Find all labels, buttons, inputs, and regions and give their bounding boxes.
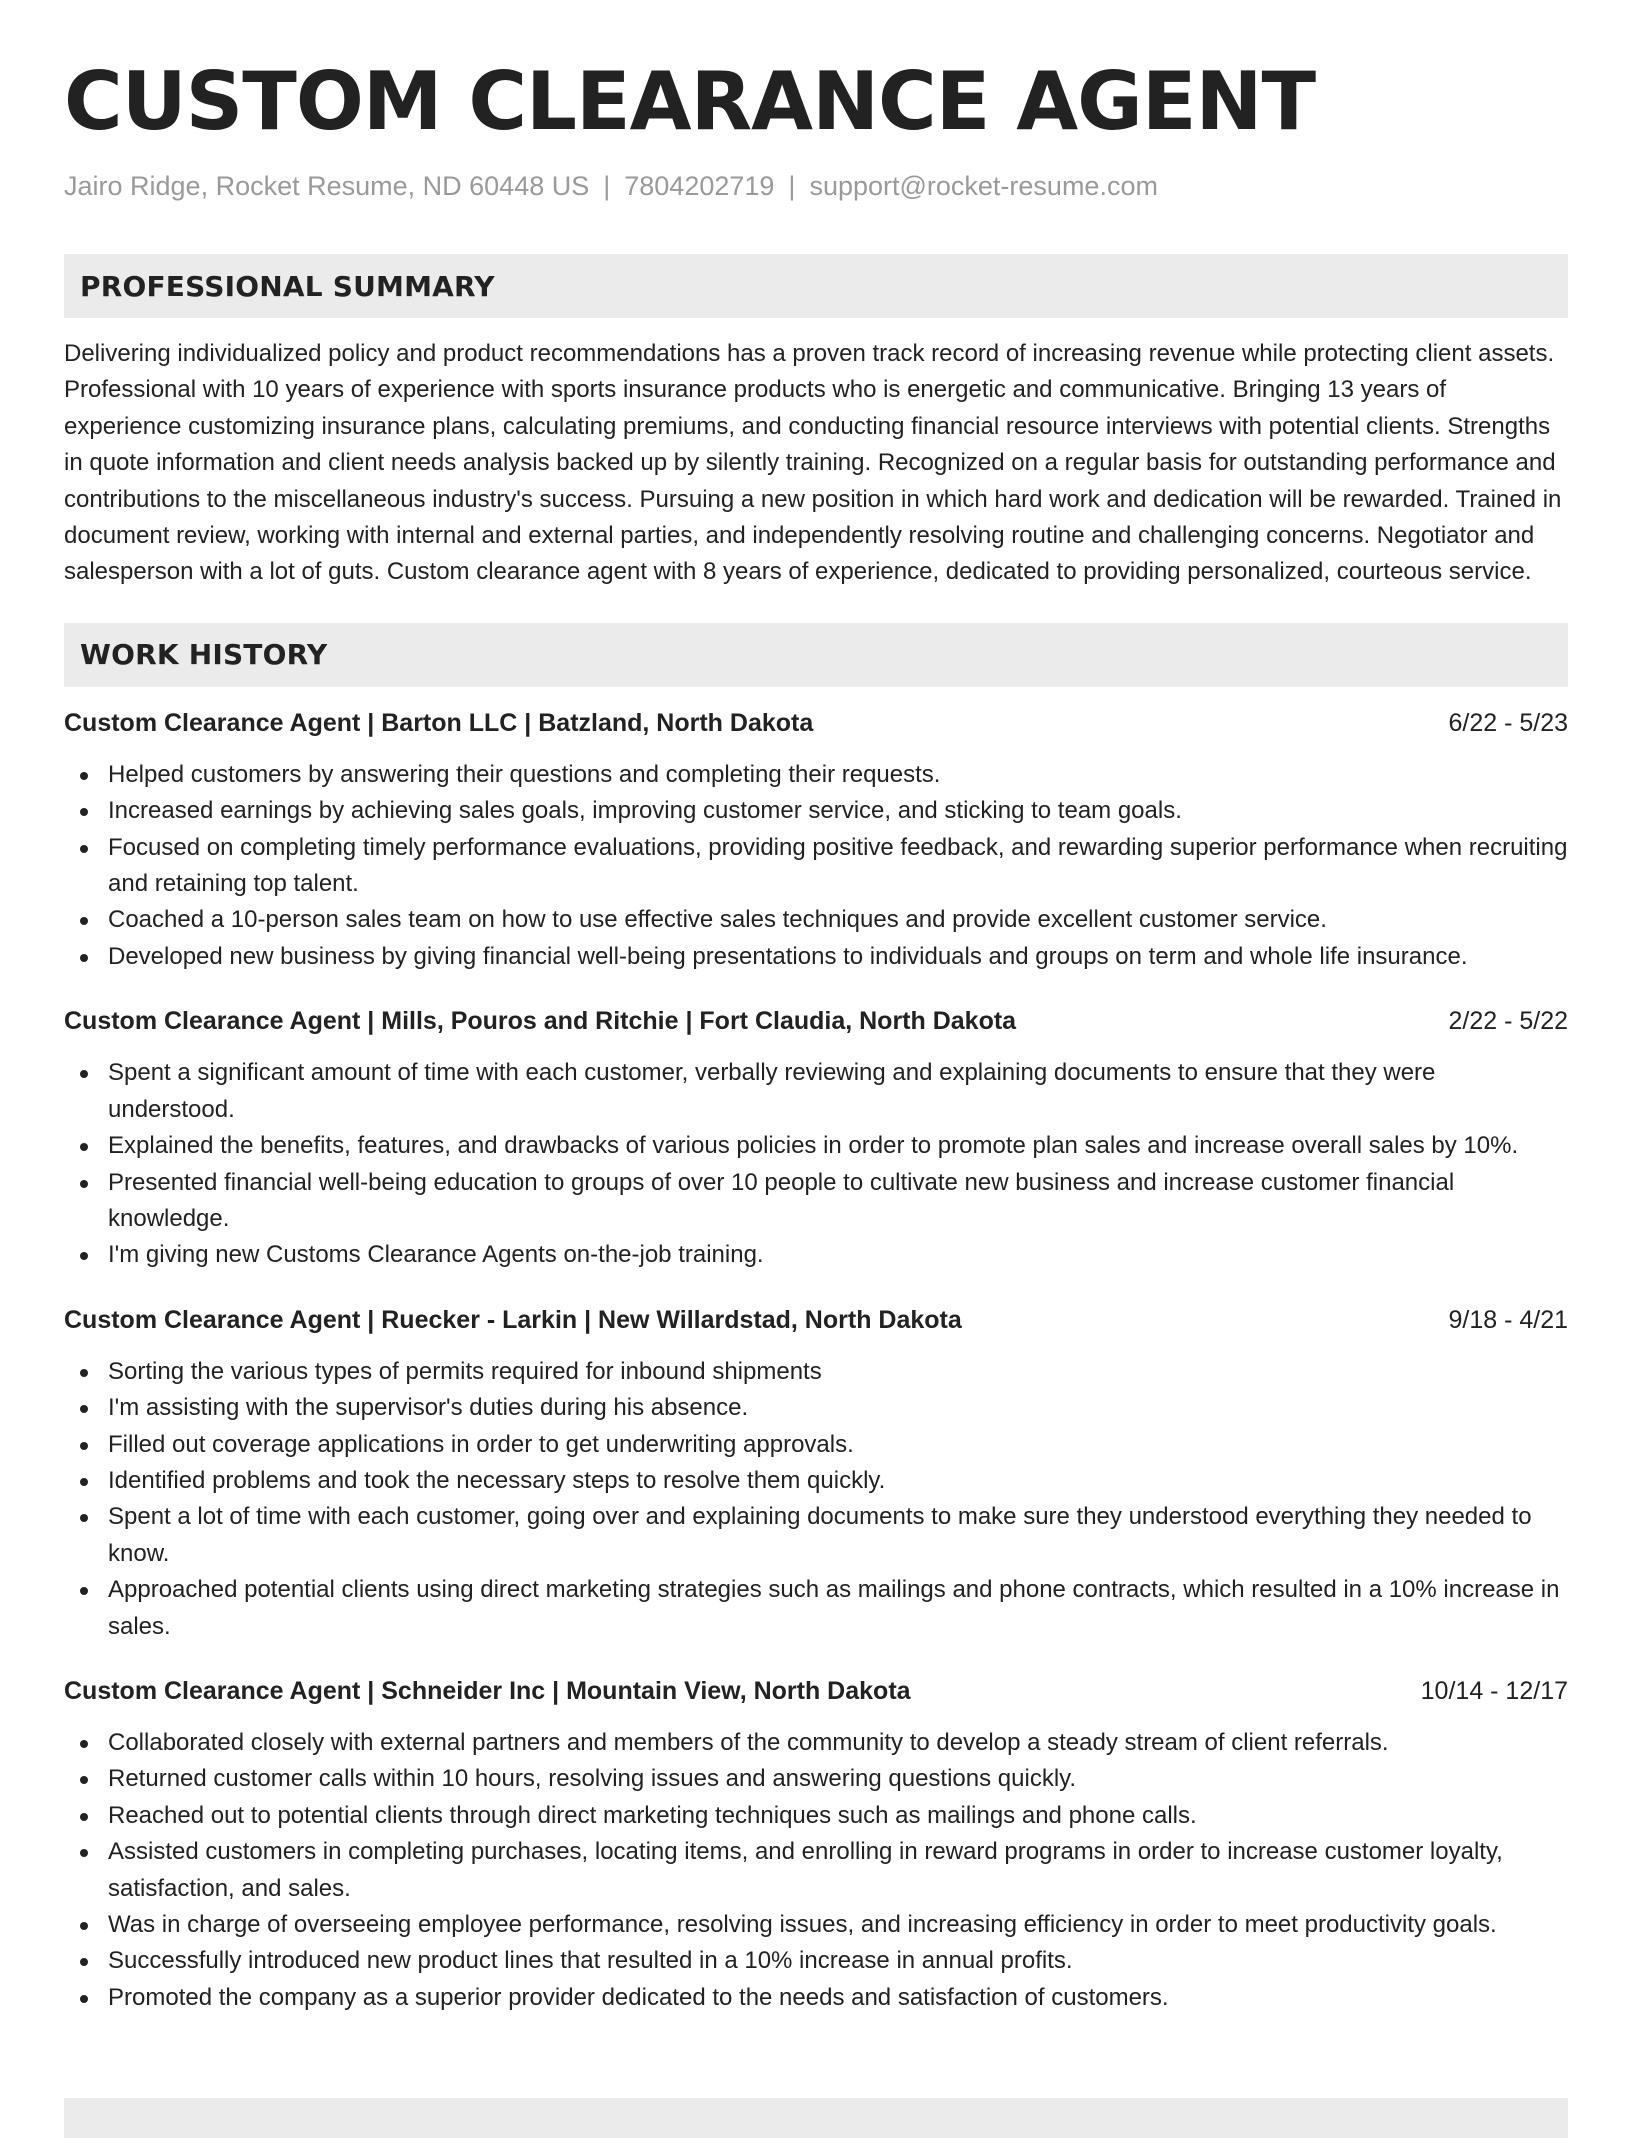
job-title: Custom Clearance Agent | Barton LLC | Batzland, North Dakota — [64, 708, 814, 737]
job-bullets — [64, 1354, 1568, 1645]
job-entry — [64, 705, 1568, 975]
bullet-item: Approached potential clients using direct marketing strategies such as mailings and phone contracts, which resulted in a 10% increase in sales. — [64, 1572, 1568, 1645]
resume-name: CUSTOM CLEARANCE AGENT — [64, 55, 1316, 148]
bullet-item: Filled out coverage applications in order to get underwriting approvals. — [64, 1427, 1568, 1463]
contact-separator: | — [788, 171, 796, 201]
contact-line — [64, 168, 1568, 204]
contact-separator: | — [603, 171, 611, 201]
bullet-item: Was in charge of overseeing employee performance, resolving issues, and increasing efficiency in order to meet productivity goals. — [64, 1907, 1568, 1943]
bullet-item: Developed new business by giving financial well-being presentations to individuals and groups on term and whole life insurance. — [64, 939, 1568, 975]
bullet-item: Collaborated closely with external partners and members of the community to develop a steady stream of client referrals. — [64, 1725, 1568, 1761]
contact-address: Jairo Ridge, Rocket Resume, ND 60448 US — [64, 171, 590, 201]
job-entry — [64, 1673, 1568, 2016]
bullet-item: I'm giving new Customs Clearance Agents on-the-job training. — [64, 1237, 1568, 1273]
bullet-item: Explained the benefits, features, and drawbacks of various policies in order to promote plan sales and increase overall sales by 10%. — [64, 1128, 1568, 1164]
job-dates: 2/22 - 5/22 — [1448, 1007, 1568, 1036]
bullet-item: Increased earnings by achieving sales goals, improving customer service, and sticking to team goals. — [64, 793, 1568, 829]
job-bullets — [64, 1055, 1568, 1273]
bullet-item: Assisted customers in completing purchases, locating items, and enrolling in reward programs in order to increase customer loyalty, satisfaction, and sales. — [64, 1834, 1568, 1907]
bullet-item: Returned customer calls within 10 hours, resolving issues and answering questions quickly. — [64, 1761, 1568, 1797]
work-history-header — [64, 623, 1568, 687]
bullet-item: Promoted the company as a superior provider dedicated to the needs and satisfaction of customers. — [64, 1980, 1568, 2016]
job-bullets — [64, 1725, 1568, 2016]
job-header — [64, 1673, 1568, 1709]
bullet-item: Reached out to potential clients through direct marketing techniques such as mailings and phone calls. — [64, 1798, 1568, 1834]
contact-phone: 7804202719 — [624, 171, 775, 201]
bullet-item: Spent a lot of time with each customer, going over and explaining documents to make sure they understood everything they needed to know. — [64, 1499, 1568, 1572]
bullet-item: Spent a significant amount of time with each customer, verbally reviewing and explaining documents to ensure that they were understood. — [64, 1055, 1568, 1128]
job-bullets — [64, 757, 1568, 975]
contact-email: support@rocket-resume.com — [809, 171, 1158, 201]
bullet-item: Sorting the various types of permits required for inbound shipments — [64, 1354, 1568, 1390]
bullet-item: Successfully introduced new product lines that resulted in a 10% increase in annual profits. — [64, 1943, 1568, 1979]
job-dates: 6/22 - 5/23 — [1448, 708, 1568, 737]
job-header — [64, 1302, 1568, 1338]
section-title: PROFESSIONAL SUMMARY — [80, 269, 495, 303]
job-dates: 9/18 - 4/21 — [1448, 1305, 1568, 1334]
job-title: Custom Clearance Agent | Mills, Pouros and Ritchie | Fort Claudia, North Dakota — [64, 1007, 1017, 1036]
bullet-item: Helped customers by answering their questions and completing their requests. — [64, 757, 1568, 793]
professional-summary-header — [64, 254, 1568, 318]
resume-page — [64, 52, 1568, 2016]
summary-text: Delivering individualized policy and product recommendations has a proven track record of increasing revenue while protecting client assets. Professional with 10 years of experience with sports insurance products who is energetic and communicative. Bringing 13 years of experience customizing insurance plans, calculating premiums, and conducting financial resource interviews with potential clients. Strengths in quote information and client needs analysis backed up by silently training. Recognized on a regular basis for outstanding performance and contributions to the miscellaneous industry's success. Pursuing a new position in which hard work and dedication will be rewarded. Trained in document review, working with internal and external parties, and independently resolving routine and challenging concerns. Negotiator and salesperson with a lot of guts. Custom clearance agent with 8 years of experience, dedicated to providing personalized, courteous service. — [64, 340, 1562, 586]
job-dates: 10/14 - 12/17 — [1420, 1676, 1568, 1705]
job-header — [64, 1003, 1568, 1039]
job-title: Custom Clearance Agent | Schneider Inc | Mountain View, North Dakota — [64, 1676, 911, 1705]
bullet-item: Focused on completing timely performance evaluations, providing positive feedback, and rewarding superior performance when recruiting and retaining top talent. — [64, 830, 1568, 903]
bullet-item: Presented financial well-being education to groups of over 10 people to cultivate new business and increase customer financial knowledge. — [64, 1165, 1568, 1238]
job-entry — [64, 1302, 1568, 1645]
bullet-item: I'm assisting with the supervisor's duties during his absence. — [64, 1390, 1568, 1426]
job-header — [64, 705, 1568, 741]
bullet-item: Coached a 10-person sales team on how to use effective sales techniques and provide excellent customer service. — [64, 902, 1568, 938]
job-entry — [64, 1003, 1568, 1273]
next-section-header-band — [64, 2098, 1568, 2138]
section-title: WORK HISTORY — [80, 638, 328, 672]
job-title: Custom Clearance Agent | Ruecker - Larkin | New Willardstad, North Dakota — [64, 1305, 962, 1334]
bullet-item: Identified problems and took the necessary steps to resolve them quickly. — [64, 1463, 1568, 1499]
